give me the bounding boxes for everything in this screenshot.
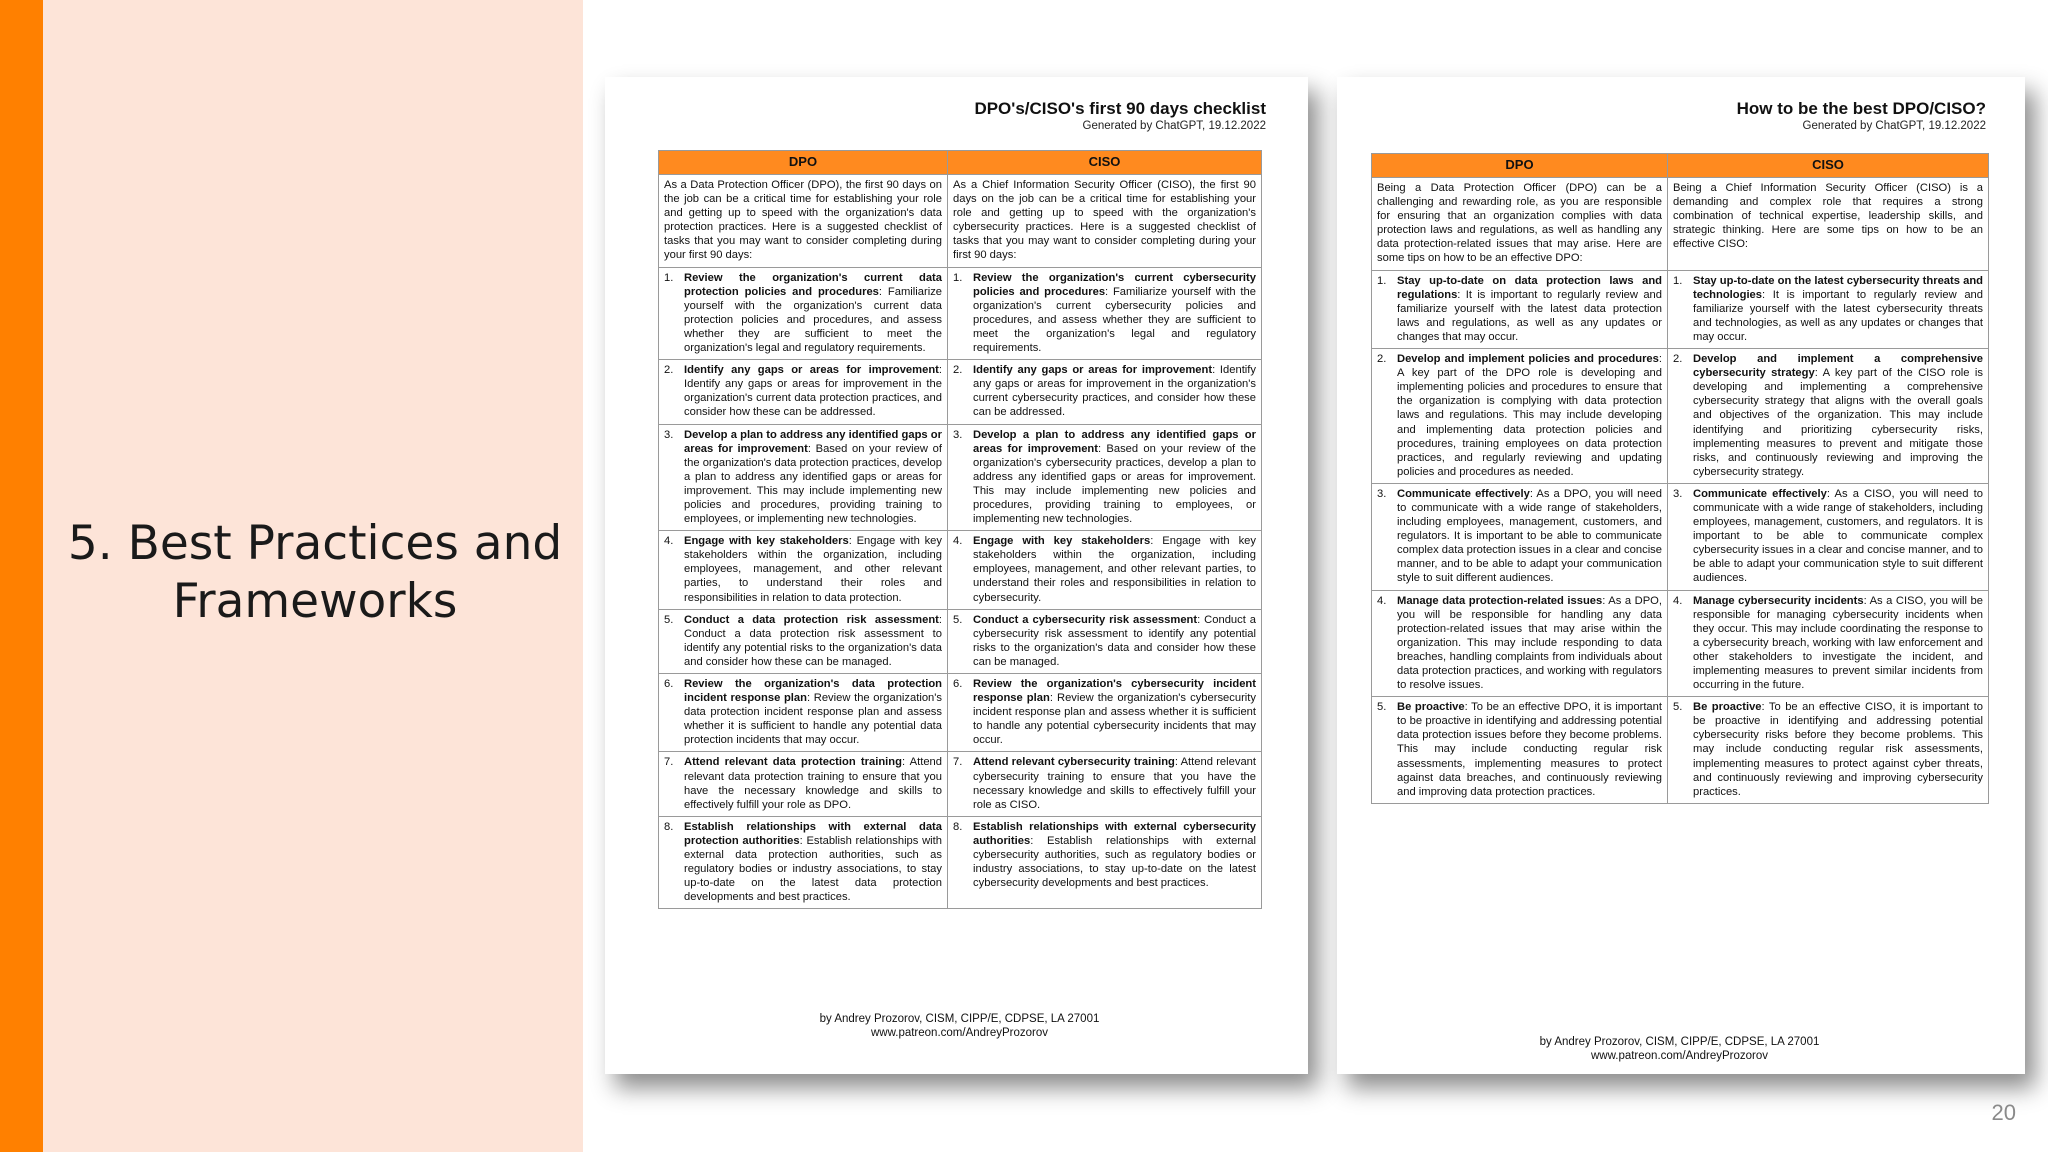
- item-cell-dpo: [659, 609, 948, 673]
- item-cell-ciso: [1668, 697, 1989, 804]
- item-number: 2.: [953, 364, 963, 377]
- item-text: [1397, 352, 1662, 479]
- item-title: Engage with key stakeholders: [684, 535, 849, 548]
- item-cell-ciso: [948, 609, 1262, 673]
- item-title: Identify any gaps or areas for improvement: [973, 364, 1213, 377]
- item-description: : As a CISO, you will be responsible for managing cybersecurity incidents when they occur. This may include coordinating the response to a cybersecurity breach, working with law enforcement and other stakeholders to investigate the incident, and implementing measures to prevent similar incidents from occurring in the future.: [1693, 594, 1983, 692]
- item-description: : As a DPO, you will need to communicate with a wide range of stakeholders, including employees, management, customers, and regulators. It is important to be able to communicate complex data protection issues in a clear and concise manner, and to be able to adapt your communication style to suit different audiences.: [1397, 487, 1663, 585]
- item-number: 1.: [664, 271, 674, 284]
- column-header-dpo: DPO: [1372, 154, 1668, 178]
- item-title: Attend relevant data protection training: [684, 756, 902, 769]
- checklist-table: [658, 150, 1262, 909]
- intro-cell-dpo: As a Data Protection Officer (DPO), the first 90 days on the job can be a critical time for establishing your role and getting up to speed with the organization's data protection practices. Here is a suggested checklist of tasks that you may want to consider completing during your first 90 days:: [659, 175, 948, 268]
- item-title: Develop a plan to address any identified gaps or areas for improvement: [684, 428, 942, 455]
- item-title: Review the organization's current cybersecurity policies and procedures: [973, 271, 1256, 298]
- item-number: 2.: [1377, 353, 1387, 366]
- item-description: : Engage with key stakeholders within the organization, including employees, management, and other relevant parties, to understand their roles and responsibilities in relation to data protection.: [684, 535, 942, 604]
- item-number: 4.: [953, 535, 963, 548]
- table-row: [1372, 270, 1989, 348]
- item-number: 8.: [664, 820, 674, 833]
- intro-row: [1372, 178, 1989, 271]
- item-text: [684, 755, 942, 811]
- item-number: 6.: [953, 678, 963, 690]
- checklist-document-page: [605, 77, 1308, 1074]
- item-title: Manage cybersecurity incidents: [1693, 594, 1864, 607]
- item-text: [1693, 352, 1983, 479]
- item-description: : Identify any gaps or areas for improvement in the organization's current cybersecurity practices, and consider how these can be addressed.: [973, 364, 1256, 419]
- item-text: [684, 428, 942, 527]
- item-cell-dpo: [659, 816, 948, 909]
- table-row: [659, 424, 1262, 531]
- doc-footer: [658, 1012, 1261, 1040]
- item-number: 1.: [953, 271, 963, 284]
- table-row: [659, 267, 1262, 360]
- table-row: [1372, 349, 1989, 484]
- item-cell-ciso: [948, 674, 1262, 752]
- footer-author: by Andrey Prozorov, CISM, CIPP/E, CDPSE, LA 27001: [1539, 1036, 1820, 1048]
- item-description: : A key part of the CISO role is developing and implementing a comprehensive cybersecurity strategy that aligns with the overall goals and objectives of the organization. This may include identifying and prioritizing cybersecurity risks, implementing measures to prevent and mitigate those risks, and continuously reviewing and improving the cybersecurity strategy.: [1693, 367, 1983, 478]
- item-cell-dpo: [659, 674, 948, 752]
- item-text: [973, 613, 1256, 669]
- item-title: Identify any gaps or areas for improvement: [684, 364, 939, 377]
- doc-subtitle: Generated by ChatGPT, 19.12.2022: [1082, 120, 1266, 132]
- item-number: 2.: [664, 364, 674, 377]
- item-title: Stay up-to-date on the latest cybersecurity threats and technologies: [1693, 274, 1983, 301]
- table-header-row: [659, 151, 1262, 175]
- item-title: Develop and implement policies and procedures: [1397, 353, 1659, 366]
- item-description: : Identify any gaps or areas for improvement in the organization's current data protection practices, and consider how these can be addressed.: [684, 364, 942, 419]
- item-cell-dpo: [659, 360, 948, 424]
- intro-cell-ciso: Being a Chief Information Security Officer (CISO) is a demanding and complex role that requires a strong combination of technical expertise, leadership skills, and strategic thinking. Here are some tips on how to be an effective CISO:: [1668, 178, 1989, 271]
- item-title: Engage with key stakeholders: [973, 535, 1151, 548]
- item-text: [973, 363, 1256, 419]
- item-text: [973, 428, 1256, 527]
- item-cell-dpo: [659, 752, 948, 816]
- item-cell-dpo: [659, 424, 948, 531]
- column-header-dpo: DPO: [659, 151, 948, 175]
- item-text: [684, 613, 942, 669]
- item-text: [684, 820, 942, 905]
- item-text: [684, 271, 942, 356]
- item-cell-ciso: [948, 752, 1262, 816]
- item-text: [1397, 700, 1662, 799]
- item-cell-dpo: [659, 531, 948, 609]
- item-cell-dpo: [1372, 483, 1668, 590]
- item-cell-dpo: [1372, 697, 1668, 804]
- item-description: : As a DPO, you will be responsible for handling any data protection-related issues that may arise within the organization. This may include responding to data breaches, handling complaints from individuals about data protection practices, and working with regulators to resolve issues.: [1397, 594, 1662, 692]
- item-title: Review the organization's data protection incident response plan: [684, 678, 942, 705]
- item-text: [973, 677, 1256, 747]
- item-text: [1693, 274, 1983, 344]
- column-header-ciso: CISO: [948, 151, 1262, 175]
- column-header-ciso: CISO: [1668, 154, 1989, 178]
- table-row: [659, 752, 1262, 816]
- doc-header: [645, 99, 1266, 133]
- item-number: 4.: [664, 535, 674, 548]
- table-row: [1372, 590, 1989, 697]
- item-text: [973, 755, 1256, 811]
- item-cell-ciso: [948, 816, 1262, 909]
- item-description: : Familiarize yourself with the organization's current cybersecurity policies and procedures, and assess whether they are sufficient to meet the organization's legal and regulatory requirements.: [973, 285, 1256, 355]
- item-number: 5.: [1673, 701, 1683, 714]
- table-row: [659, 609, 1262, 673]
- item-text: [1397, 274, 1662, 344]
- item-number: 3.: [953, 428, 963, 441]
- item-description: : Engage with key stakeholders within the organization, including employees, management, and other relevant parties, to understand their roles and responsibilities in relation to cybersecurity.: [973, 535, 1256, 604]
- item-number: 4.: [1673, 594, 1683, 607]
- item-title: Develop and implement a comprehensive cybersecurity strategy: [1693, 353, 1983, 380]
- item-number: 6.: [664, 678, 674, 690]
- item-text: [973, 271, 1256, 356]
- item-text: [973, 534, 1256, 604]
- item-cell-ciso: [948, 360, 1262, 424]
- item-cell-ciso: [948, 267, 1262, 360]
- item-title: Be proactive: [1397, 701, 1465, 714]
- item-number: 3.: [1673, 487, 1683, 500]
- item-text: [1397, 594, 1662, 693]
- item-title: Review the organization's current data protection policies and procedures: [684, 271, 942, 298]
- item-cell-dpo: [1372, 270, 1668, 348]
- item-description: : Familiarize yourself with the organization's current data protection policies and procedures, and assess whether they are sufficient to meet the organization's legal and regulatory requirements.: [684, 285, 943, 355]
- item-cell-dpo: [659, 267, 948, 360]
- table-row: [1372, 697, 1989, 804]
- footer-url: www.patreon.com/AndreyProzorov: [870, 1027, 1049, 1039]
- item-description: : Establish relationships with external cybersecurity authorities, such as regulatory bodies or industry associations, to stay up-to-date on the latest cybersecurity developments and best practices.: [973, 834, 1256, 890]
- item-description: : Based on your review of the organization's cybersecurity practices, develop a plan to address any identified gaps or areas for improvement. This may include implementing new policies and procedures, providing training to employees, or implementing new technologies.: [973, 442, 1256, 526]
- item-number: 7.: [953, 756, 963, 769]
- item-description: : Conduct a cybersecurity risk assessment to identify any potential risks to the organization's data and consider how these can be managed.: [973, 613, 1257, 668]
- table-row: [659, 531, 1262, 609]
- accent-bar: [0, 0, 43, 1152]
- item-description: : It is important to regularly review and familiarize yourself with the latest data protection laws and regulations, as well as any updates or changes that may occur.: [1397, 288, 1662, 343]
- item-number: 1.: [1377, 274, 1387, 287]
- item-title: Establish relationships with external cybersecurity authorities: [973, 820, 1256, 847]
- best-dpo-ciso-document-page: [1337, 77, 2025, 1074]
- item-cell-ciso: [1668, 349, 1989, 484]
- item-description: : To be an effective DPO, it is important to be proactive in identifying and addressing potential data protection issues before they become problems. This may include conducting regular risk assessments, implementing measures to protect against data breaches, and continuously reviewing and improving data protection practices.: [1397, 701, 1662, 798]
- doc-footer: [1371, 1035, 1988, 1063]
- slide-title: 5. Best Practices and Frameworks: [67, 516, 563, 629]
- item-cell-ciso: [1668, 270, 1989, 348]
- item-title: Establish relationships with external data protection authorities: [684, 820, 942, 847]
- item-number: 2.: [1673, 353, 1683, 366]
- slide-page-number: 20: [1991, 1100, 2016, 1125]
- item-title: Attend relevant cybersecurity training: [973, 756, 1175, 769]
- item-description: : Establish relationships with external data protection authorities, such as regulatory bodies or industry associations, to stay up-to-date on the latest data protection developments and best practices.: [684, 834, 942, 904]
- item-cell-ciso: [948, 424, 1262, 531]
- item-text: [684, 534, 942, 604]
- item-description: : To be an effective CISO, it is important to be proactive in identifying and addressing potential cybersecurity risks before they become problems. This may include conducting regular risk assessments, implementing measures to protect against cyber threats, and continuously reviewing and improving cybersecurity practices.: [1693, 701, 1983, 798]
- item-cell-ciso: [948, 531, 1262, 609]
- item-title: Communicate effectively: [1397, 487, 1530, 500]
- item-description: : It is important to regularly review and familiarize yourself with the latest cybersecurity threats and technologies, as well as any updates or changes that may occur.: [1693, 288, 1983, 343]
- item-text: [973, 820, 1256, 890]
- item-number: 5.: [953, 613, 963, 626]
- item-title: Review the organization's cybersecurity incident response plan: [973, 678, 1256, 705]
- tips-table: [1371, 153, 1989, 804]
- item-title: Develop a plan to address any identified gaps or areas for improvement: [973, 428, 1256, 455]
- item-number: 8.: [953, 820, 963, 833]
- table-header-row: [1372, 154, 1989, 178]
- item-text: [684, 677, 942, 747]
- table-row: [659, 816, 1262, 909]
- item-number: 5.: [1377, 701, 1387, 714]
- item-text: [1693, 594, 1983, 693]
- item-description: : Review the organization's cybersecurity incident response plan and assess whether it is sufficient to handle any potential cybersecurity incidents that may occur.: [973, 692, 1256, 747]
- doc-subtitle: Generated by ChatGPT, 19.12.2022: [1802, 120, 1986, 132]
- footer-url: www.patreon.com/AndreyProzorov: [1590, 1050, 1769, 1062]
- table-row: [659, 360, 1262, 424]
- intro-cell-ciso: As a Chief Information Security Officer (CISO), the first 90 days on the job can be a critical time for establishing your role and getting up to speed with the organization's cybersecurity practices. Here is a suggested checklist of tasks that you may want to consider completing during your first 90 days:: [948, 175, 1262, 268]
- item-description: : A key part of the DPO role is developing and implementing policies and procedures to ensure that the organization is complying with data protection laws and regulations. This may include developing and implementing data protection policies and procedures, training employees on data protection practices, and regularly reviewing and updating policies and procedures as needed.: [1397, 353, 1662, 478]
- table-row: [659, 674, 1262, 752]
- item-text: [684, 363, 942, 419]
- item-cell-ciso: [1668, 590, 1989, 697]
- item-description: : Conduct a data protection risk assessment to identify any potential risks to the organization's data and consider how these can be managed.: [684, 613, 942, 668]
- item-title: Conduct a data protection risk assessment: [684, 613, 939, 626]
- doc-title: How to be the best DPO/CISO?: [1736, 99, 1986, 118]
- item-number: 7.: [664, 756, 674, 769]
- doc-header: [1377, 99, 1986, 133]
- item-title: Be proactive: [1693, 701, 1762, 714]
- item-number: 1.: [1673, 274, 1683, 287]
- item-title: Stay up-to-date on data protection laws and regulations: [1397, 274, 1662, 301]
- item-number: 4.: [1377, 594, 1387, 607]
- item-number: 3.: [664, 428, 674, 441]
- item-text: [1397, 487, 1662, 586]
- table-row: [1372, 483, 1989, 590]
- item-description: : Review the organization's data protection incident response plan and assess whether it is sufficient to handle any potential data protection incidents that may occur.: [684, 692, 942, 747]
- item-text: [1693, 487, 1983, 586]
- intro-row: [659, 175, 1262, 268]
- item-description: : As a CISO, you will need to communicate with a wide range of stakeholders, including employees, management, customers, and regulators. It is important to be able to communicate complex cybersecurity issues in a clear and concise manner, and to be able to adapt your communication style to suit different audiences.: [1693, 487, 1983, 585]
- item-number: 5.: [664, 613, 674, 626]
- doc-title: DPO's/CISO's first 90 days checklist: [974, 99, 1266, 118]
- footer-author: by Andrey Prozorov, CISM, CIPP/E, CDPSE, LA 27001: [819, 1013, 1100, 1025]
- item-title: Communicate effectively: [1693, 487, 1827, 500]
- item-description: : Attend relevant data protection training to ensure that you have the necessary knowledge and skills to effectively fulfill your role as DPO.: [684, 756, 942, 811]
- item-text: [1693, 700, 1983, 799]
- item-description: : Based on your review of the organization's data protection practices, develop a plan to address any identified gaps or areas for improvement. This may include implementing new policies and procedures, providing training to employees, or implementing new technologies.: [684, 442, 942, 526]
- item-cell-dpo: [1372, 590, 1668, 697]
- item-cell-ciso: [1668, 483, 1989, 590]
- item-cell-dpo: [1372, 349, 1668, 484]
- item-title: Manage data protection-related issues: [1397, 594, 1603, 607]
- item-title: Conduct a cybersecurity risk assessment: [973, 613, 1198, 626]
- intro-cell-dpo: Being a Data Protection Officer (DPO) can be a challenging and rewarding role, as you are responsible for ensuring that an organization complies with data protection laws and regulations, as well as handling any data protection-related issues that may arise. Here are some tips on how to be an effective DPO:: [1372, 178, 1668, 271]
- item-number: 3.: [1377, 487, 1387, 500]
- item-description: : Attend relevant cybersecurity training to ensure that you have the necessary knowledge and skills to effectively fulfill your role as CISO.: [973, 756, 1256, 811]
